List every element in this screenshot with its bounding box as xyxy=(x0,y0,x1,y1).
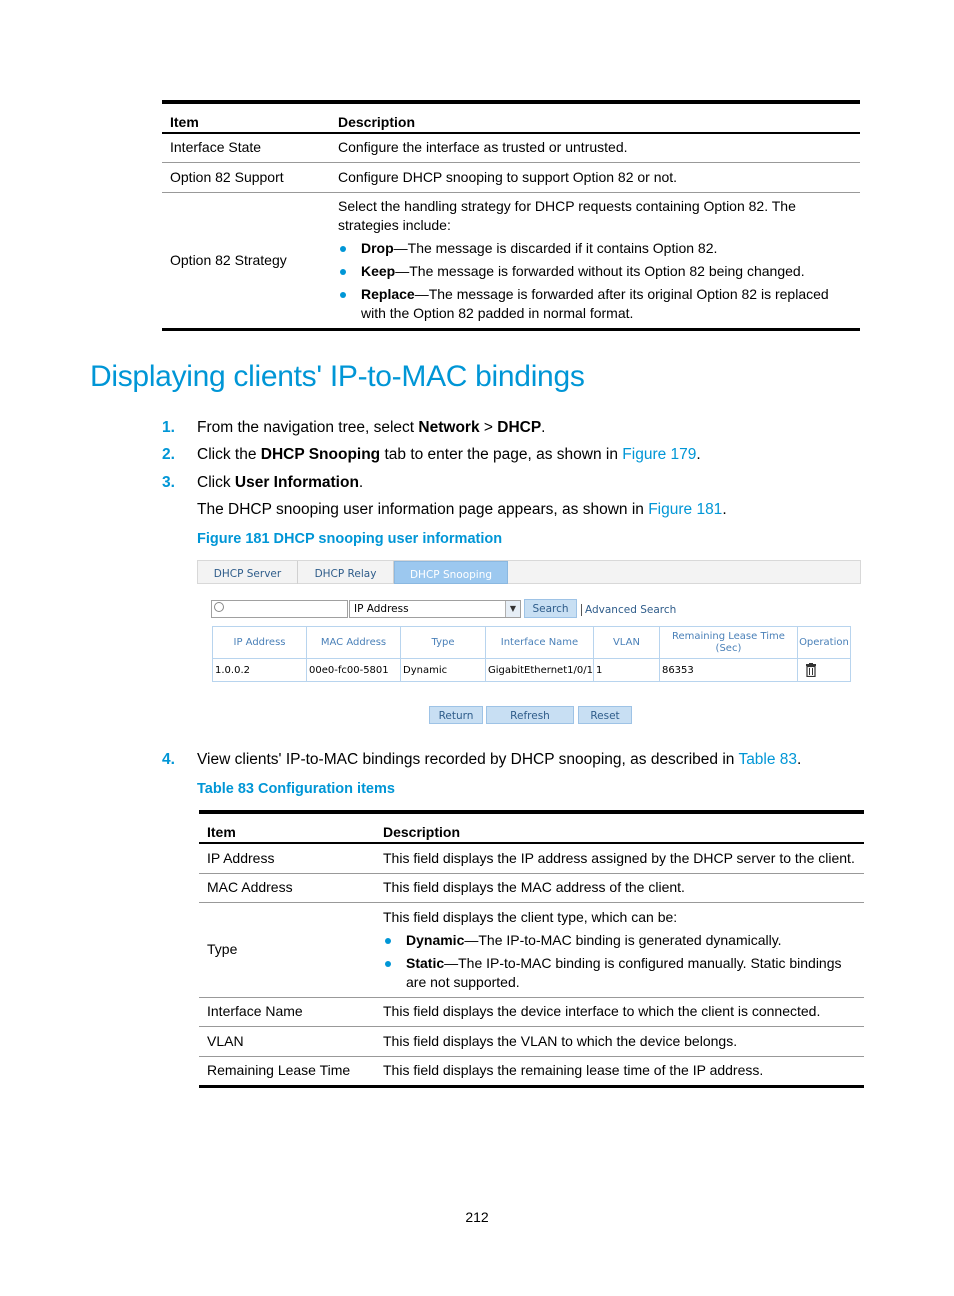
advanced-search-link[interactable]: Advanced Search xyxy=(581,604,676,616)
text: Click the xyxy=(197,446,261,463)
col-header-ip[interactable]: IP Address xyxy=(213,627,307,659)
step-text xyxy=(197,473,363,493)
table-row xyxy=(213,659,851,682)
step-text xyxy=(197,750,801,770)
table-caption: Table 83 Configuration items xyxy=(197,781,395,797)
bullet-term: Dynamic xyxy=(406,931,465,948)
bullet-item xyxy=(383,954,856,992)
row-item: VLAN xyxy=(199,1026,375,1056)
bullet-text: —The IP-to-MAC binding is generated dynamically. xyxy=(464,931,782,948)
bold-text: User Information xyxy=(234,474,359,491)
col-header-type[interactable]: Type xyxy=(401,627,486,659)
tab-dhcp-snooping[interactable]: DHCP Snooping xyxy=(394,561,508,584)
bullet-term: Replace xyxy=(361,286,415,302)
row-description: Configure DHCP snooping to support Option 82 or not. xyxy=(330,162,860,192)
strategy-intro: Select the handling strategy for DHCP requests containing Option 82. The strategies include: xyxy=(338,198,796,233)
cell-type: Dynamic xyxy=(401,659,486,682)
bullet-item xyxy=(338,239,852,258)
bold-text: DHCP Snooping xyxy=(260,446,381,463)
col-header-operation: Operation xyxy=(797,627,850,659)
col-header-item: Item xyxy=(162,102,330,133)
row-item: Option 82 Support xyxy=(162,162,330,192)
bullet-text: —The IP-to-MAC binding is configured manually. Static bindings are not supported. xyxy=(406,954,842,990)
bold-text: Network xyxy=(418,419,480,436)
text: . xyxy=(797,751,802,768)
bullet-text: —The message is forwarded after its original Option 82 is replaced with the Option 82 padded in normal format. xyxy=(361,286,829,321)
tab-bar xyxy=(197,560,861,584)
col-header-lease[interactable]: Remaining Lease Time (Sec) xyxy=(659,627,797,659)
step-number: 1. xyxy=(162,419,175,436)
row-description: This field displays the device interface to which the client is connected. xyxy=(375,997,864,1026)
reset-button[interactable]: Reset xyxy=(578,706,632,724)
bullet-term: Drop xyxy=(361,240,394,256)
return-button[interactable]: Return xyxy=(429,706,483,724)
bullet-text: —The message is forwarded without its Option 82 being changed. xyxy=(395,263,805,279)
row-item: Remaining Lease Time xyxy=(199,1056,375,1086)
col-header-description: Description xyxy=(375,812,864,843)
row-description: This field displays the remaining lease time of the IP address. xyxy=(375,1056,864,1086)
col-header-mac[interactable]: MAC Address xyxy=(307,627,401,659)
row-item: Type xyxy=(199,902,375,997)
row-description: Configure the interface as trusted or untrusted. xyxy=(330,133,860,162)
refresh-button[interactable]: Refresh xyxy=(486,706,574,724)
cell-mac: 00e0-fc00-5801 xyxy=(307,659,401,682)
cell-vlan: 1 xyxy=(593,659,659,682)
text: . xyxy=(358,474,364,491)
step-text xyxy=(197,500,727,520)
bullet-item xyxy=(338,262,852,281)
cell-lease: 86353 xyxy=(659,659,797,682)
row-item: Interface State xyxy=(162,133,330,162)
row-item: Interface Name xyxy=(199,997,375,1026)
row-item: IP Address xyxy=(199,843,375,873)
text: tab to enter the page, as shown in xyxy=(380,446,623,463)
col-header-interface[interactable]: Interface Name xyxy=(486,627,594,659)
user-info-table xyxy=(212,626,851,682)
text: Click xyxy=(197,474,235,491)
bullet-term: Static xyxy=(406,954,445,971)
text: . xyxy=(722,501,727,518)
search-button[interactable]: Search xyxy=(524,599,577,618)
cell-interface: GigabitEthernet1/0/1 xyxy=(486,659,594,682)
tab-dhcp-server[interactable]: DHCP Server xyxy=(198,561,298,584)
bullet-item xyxy=(338,285,852,323)
step-text xyxy=(197,418,545,438)
trash-icon[interactable] xyxy=(805,663,817,677)
row-item: Option 82 Strategy xyxy=(162,192,330,329)
row-description: This field displays the VLAN to which the device belongs. xyxy=(375,1026,864,1056)
text: View clients' IP-to-MAC bindings recorded by DHCP snooping, as described in xyxy=(197,751,739,768)
search-icon xyxy=(214,602,224,612)
type-intro: This field displays the client type, which can be: xyxy=(383,908,678,925)
row-description: This field displays the IP address assigned by the DHCP server to the client. xyxy=(375,843,864,873)
bullet-text: —The message is discarded if it contains Option 82. xyxy=(393,240,718,256)
option82-table xyxy=(162,100,860,331)
bullet-item xyxy=(383,931,856,950)
row-item: MAC Address xyxy=(199,873,375,902)
cell-ip: 1.0.0.2 xyxy=(213,659,307,682)
configuration-items-table xyxy=(199,810,864,1088)
text: . xyxy=(541,419,546,436)
step-text xyxy=(197,445,701,465)
section-heading: Displaying clients' IP-to-MAC bindings xyxy=(90,360,585,393)
row-description: This field displays the MAC address of the client. xyxy=(375,873,864,902)
bullet-term: Keep xyxy=(361,263,396,279)
row-description xyxy=(330,192,860,329)
col-header-description: Description xyxy=(330,102,860,133)
text: The DHCP snooping user information page appears, as shown in xyxy=(197,501,649,518)
cell-operation xyxy=(797,659,850,682)
text: > xyxy=(479,419,498,436)
figure-link[interactable]: Figure 181 xyxy=(648,501,723,518)
row-description xyxy=(375,902,864,997)
text: From the navigation tree, select xyxy=(197,419,419,436)
text: . xyxy=(696,446,701,463)
figure-link[interactable]: Figure 179 xyxy=(622,446,697,463)
col-header-vlan[interactable]: VLAN xyxy=(593,627,659,659)
figure-caption: Figure 181 DHCP snooping user information xyxy=(197,531,503,547)
search-field-select[interactable] xyxy=(349,600,521,618)
step-number: 4. xyxy=(162,751,175,768)
select-value: IP Address xyxy=(354,603,409,615)
page-number: 212 xyxy=(465,1209,489,1225)
col-header-item: Item xyxy=(199,812,375,843)
table-link[interactable]: Table 83 xyxy=(738,751,798,768)
tab-dhcp-relay[interactable]: DHCP Relay xyxy=(298,561,394,584)
step-number: 2. xyxy=(162,446,175,463)
chevron-down-icon: ▼ xyxy=(505,601,520,617)
search-input[interactable] xyxy=(211,600,348,618)
step-number: 3. xyxy=(162,474,175,491)
bold-text: DHCP xyxy=(497,419,542,436)
